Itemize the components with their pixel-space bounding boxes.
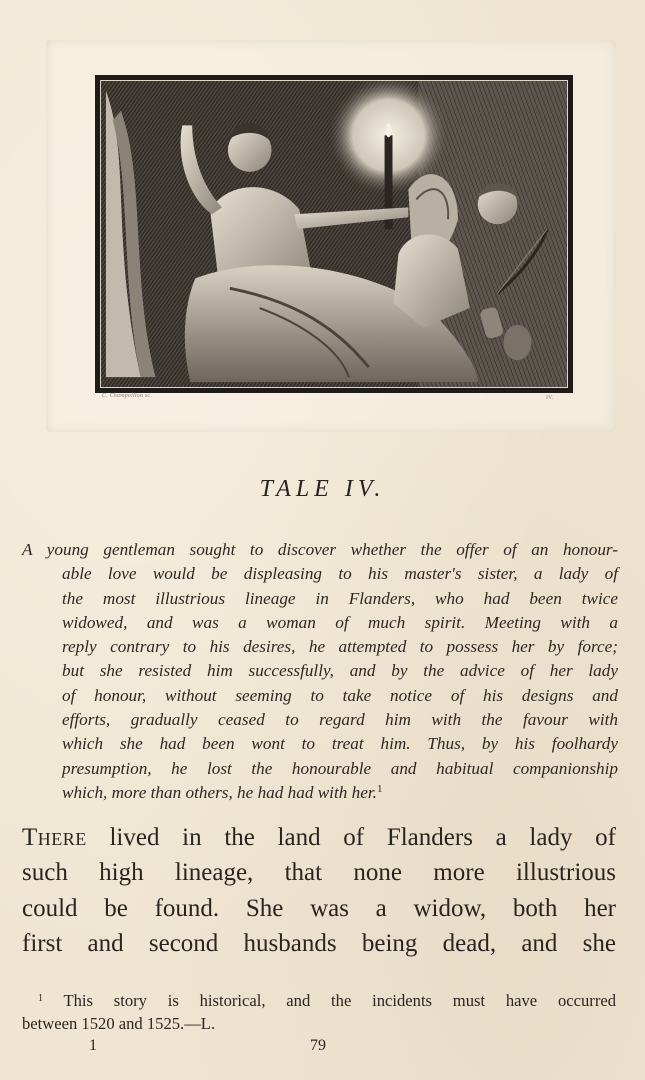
- engraving-image: [100, 80, 568, 388]
- summary-line: presumption, he lost the honourable and habitual companionship: [62, 758, 618, 778]
- page-number: 79: [310, 1037, 326, 1054]
- summary-line: which, more than others, he had had with her.: [62, 782, 377, 802]
- body-line: could be found. She was a widow, both her: [22, 894, 616, 922]
- tale-summary: [22, 538, 618, 805]
- signature-mark: 1: [89, 1037, 97, 1054]
- summary-last-line: [22, 781, 618, 805]
- summary-line: efforts, gradually ceased to regard him with the favour with: [62, 710, 618, 730]
- summary-line: the most illustrious lineage in Flanders, who had been twice: [62, 588, 618, 608]
- footnote-line: [22, 989, 616, 1012]
- engraving-illustration: [95, 75, 573, 393]
- summary-line: widowed, and was a woman of much spirit. Meeting with a: [62, 612, 618, 632]
- body-line-text: lived in the land of Flanders a lady of: [86, 824, 616, 851]
- footnote: [22, 989, 616, 1035]
- tale-title: TALE IV.: [259, 476, 386, 502]
- summary-line: reply contrary to his desires, he attempted to possess her by force;: [62, 637, 618, 657]
- footnote-reference[interactable]: 1: [376, 782, 383, 795]
- engraving-artwork-icon: [101, 81, 567, 387]
- summary-line: of honour, without seeming to take notice of his designs and: [62, 685, 618, 705]
- summary-line: A young gentleman sought to discover whether the offer of an honour-: [22, 540, 618, 559]
- body-line: [22, 820, 616, 855]
- footnote-text: This story is historical, and the incidents must have occurred: [63, 991, 617, 1010]
- body-line: such high lineage, that none more illustrious: [22, 859, 616, 887]
- summary-line: which she had been wont to treat him. Thus, by his foolhardy: [62, 734, 618, 754]
- summary-line: but she resisted him successfully, and by the advice of her lady: [62, 661, 618, 681]
- body-text: [22, 820, 616, 961]
- summary-line: able love would be displeasing to his master's sister, a lady of: [62, 564, 618, 584]
- plate-number: IV.: [546, 395, 554, 401]
- lead-word: There: [22, 824, 87, 851]
- engraver-credit: C. Champollion sc.: [102, 393, 152, 399]
- body-line: first and second husbands being dead, and she: [22, 929, 616, 957]
- footnote-marker: 1: [38, 993, 43, 1004]
- footnote-line: between 1520 and 1525.—L.: [22, 1014, 216, 1033]
